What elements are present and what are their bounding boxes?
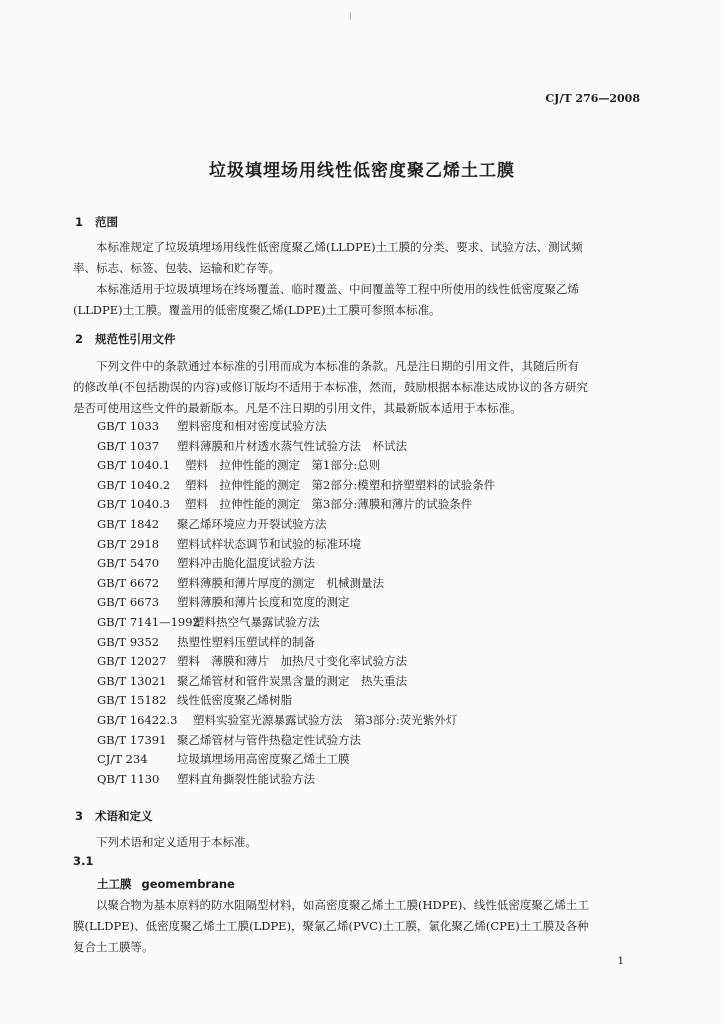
reference-item — [97, 496, 472, 512]
section-heading-scope — [75, 214, 118, 230]
reference-title: 塑料 薄膜和薄片 加热尺寸变化率试验方法 — [177, 654, 407, 669]
reference-item — [97, 516, 327, 532]
reference-code: GB/T 1040.1 — [97, 458, 171, 473]
reference-code: GB/T 7141—1992 — [97, 615, 200, 629]
reference-code: GB/T 5470 — [97, 556, 160, 571]
reference-item — [97, 594, 350, 610]
reference-title: 塑料 拉伸性能的测定 第2部分:模塑和挤塑塑料的试验条件 — [185, 477, 496, 492]
reference-item — [97, 732, 361, 748]
terms-intro: 下列术语和定义适用于本标准。 — [96, 835, 257, 849]
clause-number: 3.1 — [73, 854, 94, 868]
reference-code: GB/T 1033 — [97, 419, 160, 433]
term-definition — [73, 895, 649, 958]
reference-title: 线性低密度聚乙烯树脂 — [177, 693, 292, 708]
reference-code: GB/T 6673 — [97, 595, 160, 610]
reference-code: QB/T 1130 — [97, 771, 160, 786]
reference-title: 塑料实验室光源暴露试验方法 第3部分:荧光紫外灯 — [193, 713, 458, 727]
scope-paragraph-2 — [73, 279, 649, 321]
reference-code: GB/T 1040.3 — [97, 497, 171, 512]
text-line: 复合土工膜等。 — [73, 940, 154, 954]
reference-title: 塑料薄膜和片材透水蒸气性试验方法 杯试法 — [177, 438, 407, 453]
reference-title: 垃圾填埋场用高密度聚乙烯土工膜 — [177, 752, 350, 767]
reference-title: 塑料试样状态调节和试验的标准环境 — [177, 536, 361, 551]
reference-title: 塑料薄膜和薄片长度和宽度的测定 — [177, 595, 350, 610]
reference-item — [97, 457, 380, 473]
reference-title: 聚乙烯管材和管件炭黑含量的测定 热失重法 — [177, 673, 407, 688]
reference-title: 塑料直角撕裂性能试验方法 — [177, 771, 315, 786]
reference-title: 聚乙烯管材与管件热稳定性试验方法 — [177, 732, 361, 747]
reference-item — [97, 673, 407, 689]
reference-item — [97, 555, 315, 571]
reference-code: GB/T 1037 — [97, 438, 160, 453]
reference-code: GB/T 12027 — [97, 654, 167, 669]
section-number: 1 — [75, 215, 84, 229]
text-line: 本标准适用于垃圾填埋场在终场覆盖、临时覆盖、中间覆盖等工程中所使用的线性低密度聚乙烯 — [96, 282, 579, 296]
reference-code: GB/T 1040.2 — [97, 477, 171, 492]
reference-item — [97, 575, 384, 591]
reference-code: GB/T 17391 — [97, 732, 167, 747]
section-number: 3 — [75, 809, 84, 823]
term-heading — [97, 876, 235, 892]
reference-title: 塑料 拉伸性能的测定 第1部分:总则 — [185, 458, 381, 473]
reference-code: GB/T 13021 — [97, 673, 167, 688]
text-line: (LLDPE)土工膜。覆盖用的低密度聚乙烯(LDPE)土工膜可参照本标准。 — [73, 303, 441, 317]
section-heading-normative — [75, 331, 176, 347]
reference-code: GB/T 9352 — [97, 634, 160, 649]
reference-item — [97, 751, 350, 767]
term-english: geomembrane — [141, 877, 235, 891]
text-line: 膜(LLDPE)、低密度聚乙烯土工膜(LDPE)，聚氯乙烯(PVC)土工膜，氯化聚乙烯(CPE)土工膜及各种 — [73, 919, 589, 933]
reference-item — [97, 653, 407, 669]
reference-item — [97, 634, 315, 650]
reference-code: GB/T 16422.3 — [97, 713, 178, 727]
reference-code: CJ/T 234 — [97, 752, 148, 767]
text-line: 下列文件中的条款通过本标准的引用而成为本标准的条款。凡是注日期的引用文件，其随后所有 — [96, 359, 579, 373]
reference-item — [97, 712, 457, 728]
reference-title: 塑料热空气暴露试验方法 — [193, 615, 320, 629]
reference-code: GB/T 15182 — [97, 693, 167, 708]
standard-code: CJ/T 276—2008 — [545, 92, 640, 105]
reference-item — [97, 438, 407, 454]
text-line: 本标准规定了垃圾填埋场用线性低密度聚乙烯(LLDPE)土工膜的分类、要求、试验方法、测试频 — [96, 240, 583, 254]
page-number: 1 — [617, 956, 624, 967]
text-line: 的修改单(不包括勘误的内容)或修订版均不适用于本标准，然而，鼓励根据本标准达成协议的各方研究 — [73, 380, 588, 394]
term-chinese: 土工膜 — [97, 877, 132, 891]
reference-title: 热塑性塑料压塑试样的制备 — [177, 634, 315, 649]
document-title: 垃圾填埋场用线性低密度聚乙烯土工膜 — [209, 161, 515, 181]
reference-item — [97, 614, 320, 630]
section-title: 术语和定义 — [95, 809, 153, 823]
text-line: 以聚合物为基本原料的防水阻隔型材料，如高密度聚乙烯土工膜(HDPE)、线性低密度聚乙烯土工 — [96, 898, 589, 912]
scope-paragraph-1 — [73, 237, 649, 279]
reference-title: 塑料 拉伸性能的测定 第3部分:薄膜和薄片的试验条件 — [185, 497, 473, 512]
reference-code: GB/T 1842 — [97, 517, 160, 531]
reference-title: 塑料冲击脆化温度试验方法 — [177, 556, 315, 571]
reference-item — [97, 477, 495, 493]
section-title: 规范性引用文件 — [95, 332, 176, 346]
reference-code: GB/T 2918 — [97, 536, 160, 551]
reference-item — [97, 771, 315, 787]
reference-item — [97, 536, 361, 552]
reference-item — [97, 418, 327, 434]
reference-title: 塑料薄膜和薄片厚度的测定 机械测量法 — [177, 575, 384, 590]
text-line: 率、标志、标签、包装、运输和贮存等。 — [73, 261, 280, 275]
scan-mark — [350, 12, 351, 20]
reference-code: GB/T 6672 — [97, 575, 160, 590]
normative-intro — [73, 356, 649, 419]
reference-title: 聚乙烯环境应力开裂试验方法 — [177, 517, 327, 531]
section-title: 范围 — [95, 215, 118, 229]
reference-title: 塑料密度和相对密度试验方法 — [177, 419, 327, 433]
section-number: 2 — [75, 332, 84, 346]
section-heading-terms — [75, 808, 153, 824]
text-line: 是否可使用这些文件的最新版本。凡是不注日期的引用文件，其最新版本适用于本标准。 — [73, 401, 522, 415]
reference-item — [97, 692, 292, 708]
